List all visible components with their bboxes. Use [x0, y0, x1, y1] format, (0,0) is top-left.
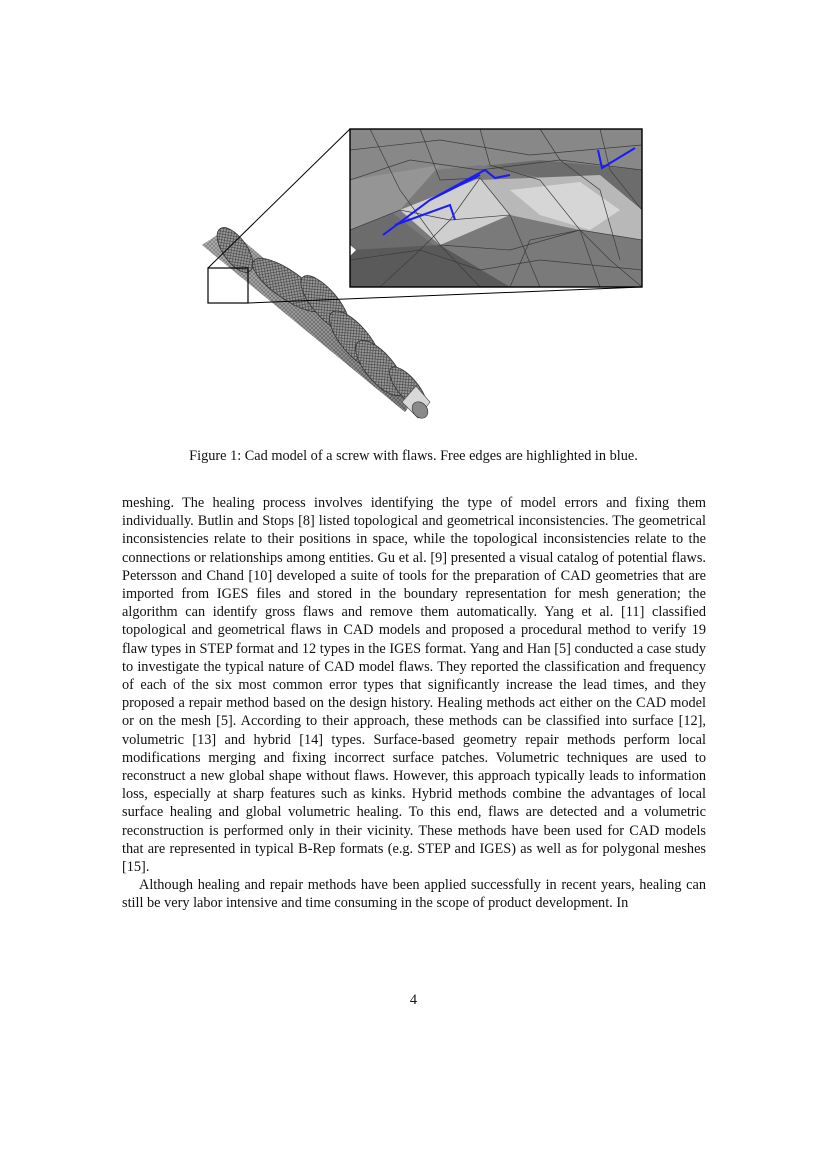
paragraph: Although healing and repair methods have been applied successfully in recent years, healing can still be very labor intensive and time consuming in the scope of product development. In [122, 877, 706, 912]
zoom-inset [350, 129, 642, 287]
body-text [122, 494, 706, 913]
figure-1 [180, 120, 650, 435]
page-number: 4 [409, 992, 418, 1008]
paragraph: meshing. The healing process involves identifying the type of model errors and fixing them individually. Butlin and Stops [8] listed topological and geometrical inconsistencies. The geometrical inconsistencies relate to their positions in space, while the topological inconsistencies relate to the connections or relationships among entities. Gu et al. [9] presented a visual catalog of potential flaws. Petersson and Chand [10] developed a suite of tools for the preparation of CAD geometries that are imported from IGES files and stored in the boundary representation for mesh generation; the algorithm can identify gross flaws and remove them automatically. Yang et al. [11] classified topological and geometrical flaws in CAD models and proposed a procedural method to verify 19 flaw types in STEP format and 12 types in the IGES format. Yang and Han [5] conducted a case study to investigate the typical nature of CAD model flaws. They reported the classification and frequency of each of the six most common error types that significantly increase the lead times, and they proposed a repair method based on the design history. Healing methods act either on the CAD model or on the mesh [5]. According to their approach, these methods can be classified into surface [12], volumetric [13] and hybrid [14] types. Surface-based geometry repair methods perform local modifications merging and fixing incorrect surface patches. Volumetric techniques are used to reconstruct a new global shape without flaws. However, this approach typically leads to information loss, especially at sharp features such as kinks. Hybrid methods combine the advantages of local surface healing and global volumetric healing. To this end, flaws are detected and a volumetric reconstruction is performed only in their vicinity. These methods have been used for CAD models that are represented in typical B-Rep formats (e.g. STEP and IGES) as well as for polygonal meshes [15]. [122, 495, 706, 876]
screw-cad-model [180, 120, 650, 435]
figure-caption: Figure 1: Cad model of a screw with flaws. Free edges are highlighted in blue. [189, 448, 638, 464]
